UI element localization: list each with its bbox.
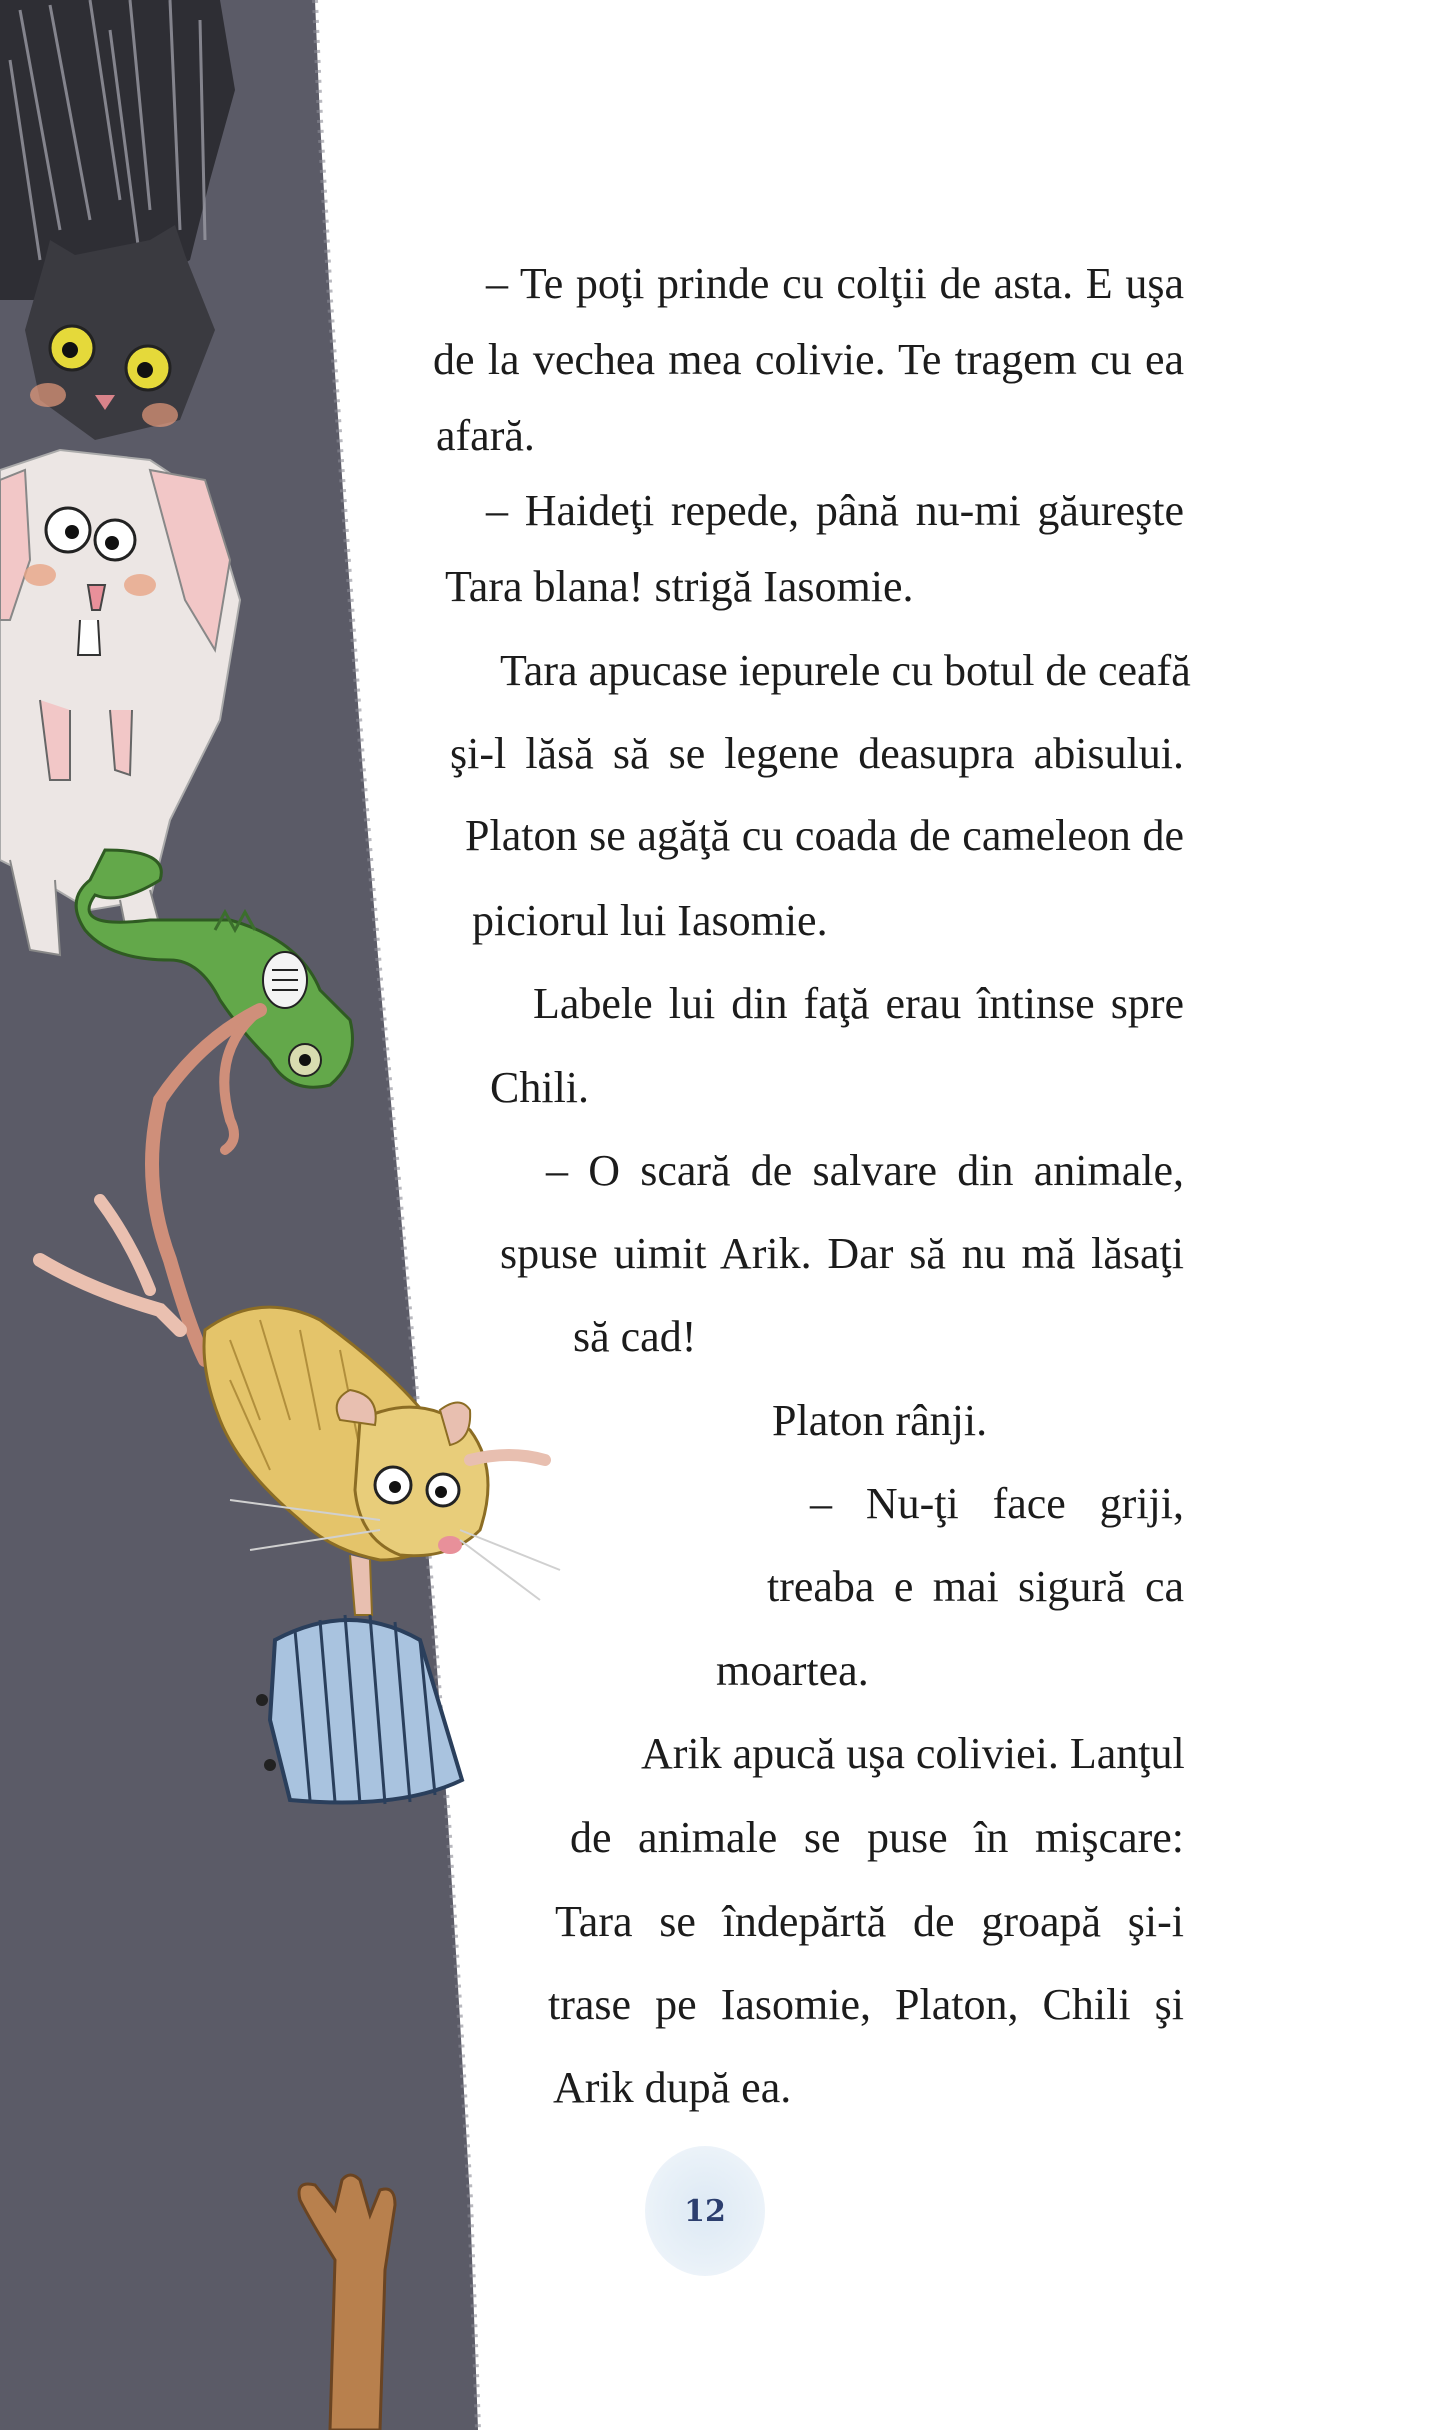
text-line: – Haideţi repede, până nu-mi găureşte bbox=[486, 486, 1184, 535]
text-line: treaba e mai sigură ca bbox=[767, 1562, 1184, 1611]
text-line: spuse uimit Arik. Dar să nu mă lăsaţi bbox=[500, 1229, 1184, 1278]
text-line: – Te poţi prinde cu colţii de asta. E uşa bbox=[486, 259, 1184, 308]
text-line: Labele lui din faţă erau întinse spre bbox=[533, 979, 1184, 1028]
text-line: trase pe Iasomie, Platon, Chili şi bbox=[548, 1980, 1184, 2029]
text-line: şi-l lăsă să se legene deasupra abisului. bbox=[450, 729, 1184, 778]
text-line: Tara apucase iepurele cu botul de ceafă bbox=[500, 646, 1191, 695]
text-line: afară. bbox=[436, 411, 535, 460]
text-line: – O scară de salvare din animale, bbox=[546, 1146, 1184, 1195]
text-line: Tara blana! strigă Iasomie. bbox=[445, 562, 914, 611]
text-line: Arik după ea. bbox=[553, 2063, 792, 2112]
text-line: Arik apucă uşa coliviei. Lanţul bbox=[641, 1729, 1185, 1778]
text-line: piciorul lui Iasomie. bbox=[472, 896, 828, 945]
text-line: Platon rânji. bbox=[772, 1396, 988, 1445]
text-line: de animale se puse în mişcare: bbox=[570, 1813, 1184, 1862]
text-line: să cad! bbox=[573, 1312, 697, 1361]
page-number-badge bbox=[645, 2146, 765, 2276]
text-line: Platon se agăţă cu coada de cameleon de bbox=[465, 811, 1184, 860]
text-line: de la vechea mea colivie. Te tragem cu ea bbox=[433, 335, 1184, 384]
page-number: 12 bbox=[684, 2193, 726, 2229]
text-line: Chili. bbox=[490, 1063, 590, 1112]
text-line: moartea. bbox=[716, 1646, 869, 1695]
text-line: Tara se îndepărtă de groapă şi-i bbox=[555, 1897, 1184, 1946]
text-line: – Nu-ţi face griji, bbox=[810, 1479, 1184, 1528]
